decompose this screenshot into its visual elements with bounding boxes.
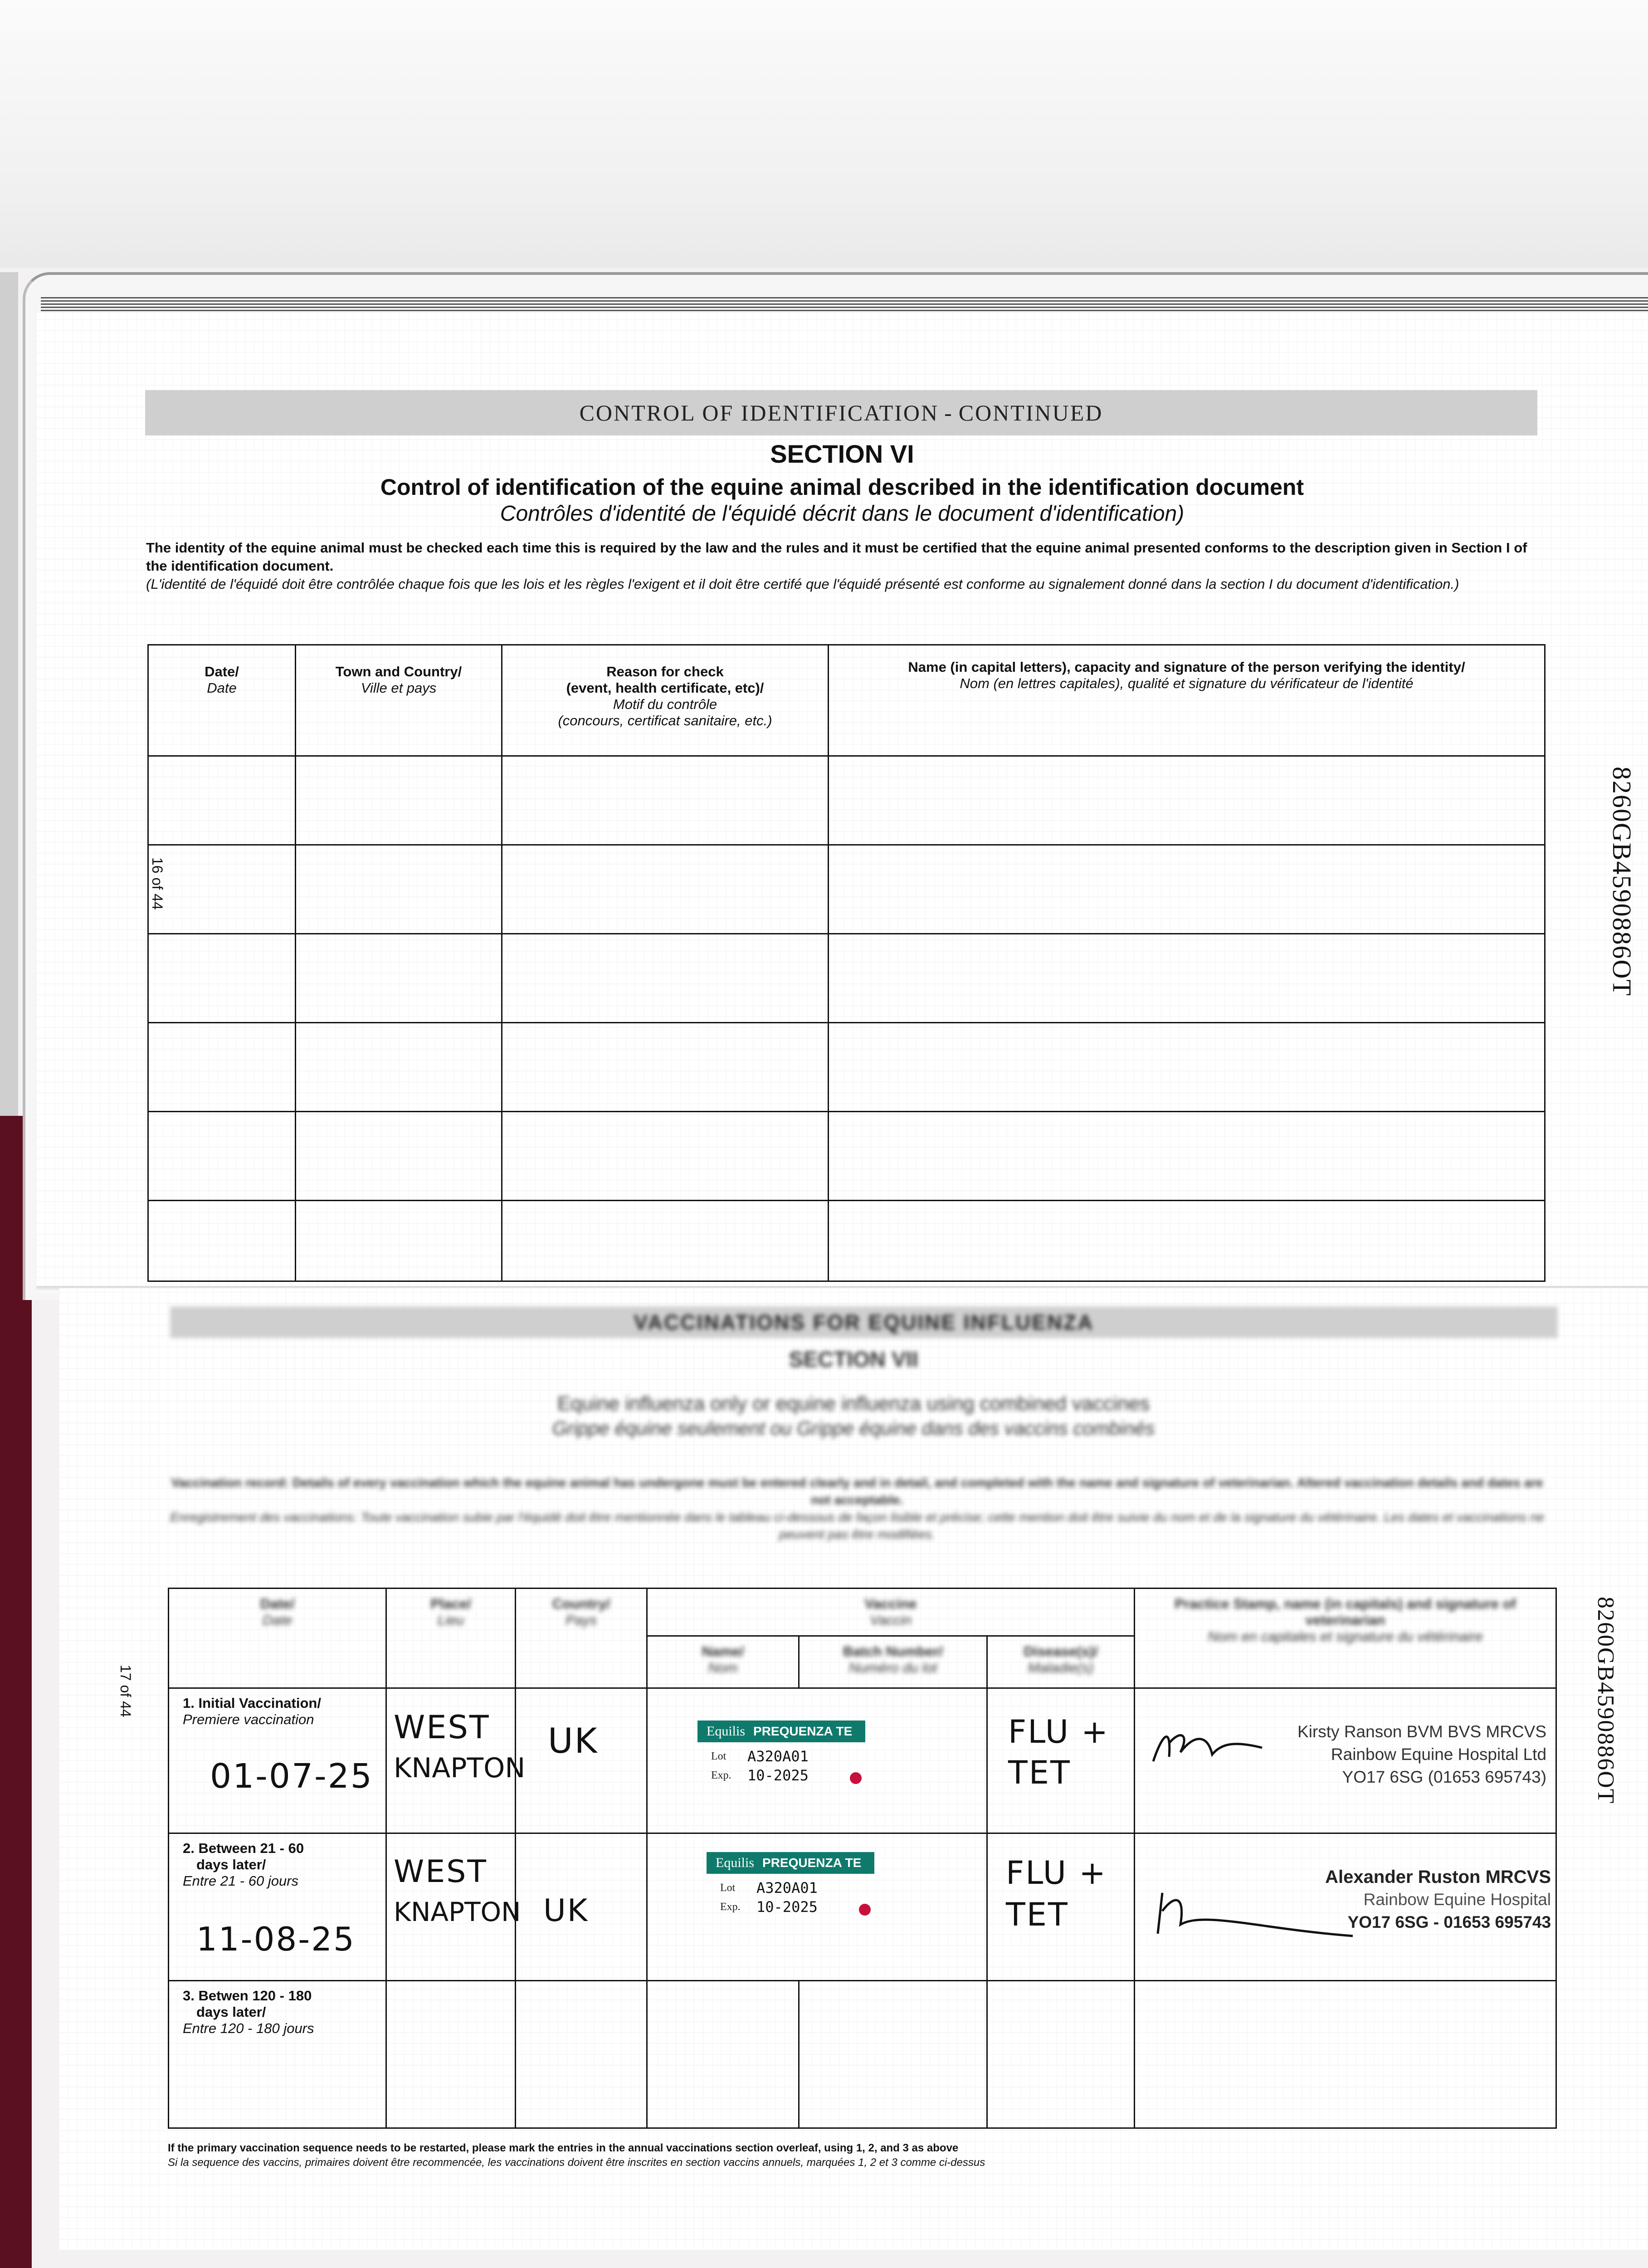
header-verifier: Name (in capital letters), capacity and signature of the person verifying the identity/ Nom (en lettres capitales), qualité et signature du vérificateur de l'identité — [829, 645, 1545, 756]
header-stamp: Practice Stamp, name (in capitals) and signature of veterinarian Nom en capitales et signature du vétérinaire — [1135, 1589, 1556, 1688]
table-row[interactable] — [148, 934, 1545, 1023]
banner-separator: - — [944, 400, 953, 425]
table-row[interactable] — [169, 1981, 1556, 2128]
cell-town[interactable] — [296, 1023, 502, 1112]
cell-stamp[interactable] — [1135, 1688, 1556, 1833]
handwritten-country: UK — [548, 1721, 599, 1761]
section-title-fr: Contrôles d'identité de l'équidé décrit dans le document d'identification) — [500, 502, 1185, 526]
row-label: 1. Initial Vaccination/ Premiere vaccination — [183, 1695, 321, 1727]
sticker-red-dot — [850, 1772, 862, 1784]
passport-id: 8260GB4590886OT — [1593, 1597, 1619, 1804]
cell-vaccine-sticker[interactable] — [647, 1688, 987, 1833]
handwritten-disease: FLU + TET — [1008, 1713, 1109, 1791]
cell-place[interactable] — [386, 1833, 521, 1981]
table-row[interactable] — [148, 1023, 1545, 1112]
cell-country[interactable] — [516, 1833, 647, 1981]
page-16 — [36, 313, 1648, 1288]
cell-town[interactable] — [296, 1201, 502, 1281]
header-vaccine: Vaccine Vaccin — [647, 1589, 1135, 1636]
header-vaccine-name: Name/ Nom — [647, 1636, 799, 1688]
header-date: Date/ Date — [169, 1589, 386, 1688]
cell-verifier[interactable] — [829, 934, 1545, 1023]
table-row[interactable] — [148, 1112, 1545, 1201]
sticker-brand: Equilis — [707, 1724, 746, 1739]
page-17 — [59, 1288, 1648, 2250]
page-edges — [41, 297, 1648, 315]
cell-vaccine-name[interactable] — [647, 1981, 799, 2128]
cell-disease[interactable] — [987, 1981, 1135, 2128]
cell-town[interactable] — [296, 845, 502, 934]
passport-id: 8260GB4590886OT — [1607, 767, 1637, 997]
practice-stamp: Kirsty Ranson BVM BVS MRCVS Rainbow Equine Hospital Ltd YO17 6SG (01653 695743) — [1297, 1722, 1547, 1786]
section-title-en: Equine influenza only or equine influenza using combined vaccines — [557, 1393, 1150, 1415]
intro-fr: Enregistrement des vaccinations: Toute vaccination subie par l'équidé doit être mentionnée dans le tableau ci-dessous de façon lisible et précise; cette mention doit être suivie du nom et de la signature du vétérinaire. Les dates et vaccinations ne peuvent pas être modifiées. — [170, 1510, 1545, 1541]
section-banner — [145, 390, 1537, 435]
vaccination-table — [168, 1588, 1557, 2129]
cell-verifier[interactable] — [829, 756, 1545, 845]
section-title-fr: Grippe équine seulement ou Grippe équine dans des vaccins combinés — [552, 1418, 1155, 1439]
cell-batch[interactable] — [799, 1981, 987, 2128]
cell-date[interactable] — [148, 756, 296, 845]
footnote-en: If the primary vaccination sequence needs to be restarted, please mark the entries in the annual vaccinations section overleaf, using 1, 2, and 3 as above — [168, 2142, 959, 2154]
cell-reason[interactable] — [502, 756, 829, 845]
row-label: 2. Between 21 - 60 days later/ Entre 21 - 60 jours — [183, 1840, 304, 1889]
sticker-product: PREQUENZA TE — [762, 1856, 862, 1870]
cell-verifier[interactable] — [829, 845, 1545, 934]
vaccine-sticker — [707, 1852, 874, 1920]
handwritten-disease: FLU + TET — [1006, 1854, 1107, 1933]
footnote-fr: Si la sequence des vaccins, primaires doivent être recommencée, les vaccinations doivent être inscrites en section vaccins annuels, marquées 1, 2 et 3 comme ci-dessus — [168, 2156, 985, 2169]
practice-stamp: Alexander Ruston MRCVS Rainbow Equine Hospital YO17 6SG - 01653 695743 — [1325, 1867, 1551, 1931]
lot-label: Lot — [720, 1882, 736, 1894]
cell-reason[interactable] — [502, 1023, 829, 1112]
cell-date[interactable] — [169, 1688, 386, 1833]
vaccination-banner: VACCINATIONS FOR EQUINE INFLUENZA — [170, 1306, 1558, 1338]
exp-date: 10-2025 — [747, 1767, 809, 1784]
sticker-red-dot — [859, 1904, 871, 1916]
header-country: Country/ Pays — [516, 1589, 647, 1688]
exp-label: Exp. — [711, 1769, 731, 1781]
cell-date[interactable] — [169, 1981, 386, 2128]
cell-date[interactable] — [169, 1833, 386, 1981]
scanner-background — [0, 0, 1648, 281]
cell-verifier[interactable] — [829, 1023, 1545, 1112]
identity-check-table — [147, 644, 1546, 1282]
row-label: 3. Betwen 120 - 180 days later/ Entre 120 - 180 jours — [183, 1988, 314, 2036]
table-row[interactable] — [148, 1201, 1545, 1281]
cell-stamp[interactable] — [1135, 1981, 1556, 2128]
intro-en: The identity of the equine animal must be checked each time this is required by the law and the rules and it must be certified that the equine animal presented conforms to the description given in Section I of the identification document. — [146, 540, 1527, 574]
table-row[interactable] — [148, 756, 1545, 845]
cover-edge — [0, 272, 18, 1116]
footnote — [168, 2141, 1555, 2170]
header-batch: Batch Number/ Numéro du lot — [799, 1636, 987, 1688]
exp-label: Exp. — [720, 1901, 741, 1913]
intro-fr: (L'identité de l'équidé doit être contrôlée chaque fois que les lois et les règles l'exigent et il doit être certifé que l'équidé présenté est conforme au signalement donné dans la section I du document d'identification.) — [146, 576, 1459, 592]
cell-reason[interactable] — [502, 1112, 829, 1201]
cell-town[interactable] — [296, 756, 502, 845]
cell-date[interactable] — [148, 1023, 296, 1112]
cell-country[interactable] — [516, 1688, 647, 1833]
vaccine-sticker — [697, 1721, 865, 1789]
lot-number: A320A01 — [747, 1748, 809, 1765]
header-town: Town and Country/ Ville et pays — [296, 645, 502, 756]
table-header-row — [148, 645, 1545, 756]
cell-reason[interactable] — [502, 1201, 829, 1281]
handwritten-place: WEST KNAPTON — [394, 1854, 521, 1927]
banner-right: CONTINUED — [958, 400, 1103, 425]
header-place: Place/ Lieu — [386, 1589, 516, 1688]
cell-vaccine-sticker[interactable] — [647, 1833, 987, 1981]
intro-text — [168, 1474, 1546, 1543]
handwritten-place: WEST KNAPTON — [394, 1709, 526, 1784]
section-heading: SECTION VI — [770, 440, 914, 468]
intro-text — [146, 539, 1552, 593]
cell-verifier[interactable] — [829, 1112, 1545, 1201]
exp-date: 10-2025 — [756, 1898, 818, 1916]
cell-place[interactable] — [386, 1981, 516, 2128]
handwritten-country: UK — [543, 1893, 589, 1929]
cell-place[interactable] — [386, 1688, 526, 1833]
cell-town[interactable] — [296, 934, 502, 1023]
header-disease: Disease(s)/ Maladie(s) — [987, 1636, 1135, 1688]
cell-date[interactable] — [148, 934, 296, 1023]
cell-date[interactable] — [148, 1112, 296, 1201]
cell-town[interactable] — [296, 1112, 502, 1201]
section-title-en: Control of identification of the equine animal described in the identification document — [380, 474, 1304, 500]
cell-verifier[interactable] — [829, 1201, 1545, 1281]
cell-stamp[interactable] — [1135, 1833, 1556, 1981]
vet-signature — [1144, 1716, 1280, 1775]
sticker-product: PREQUENZA TE — [753, 1724, 853, 1738]
header-date: Date/ Date — [148, 645, 296, 756]
header-reason: Reason for check (event, health certificate, etc)/ Motif du contrôle (concours, certificat sanitaire, etc.) — [502, 645, 829, 756]
handwritten-date: 11-08-25 — [196, 1920, 356, 1958]
handwritten-date: 01-07-25 — [210, 1757, 373, 1796]
cell-country[interactable] — [516, 1981, 647, 2128]
cell-reason[interactable] — [502, 845, 829, 934]
lot-label: Lot — [711, 1750, 726, 1762]
lot-number: A320A01 — [756, 1879, 818, 1897]
cell-reason[interactable] — [502, 934, 829, 1023]
table-row[interactable] — [169, 1688, 1556, 1833]
table-row[interactable] — [148, 845, 1545, 934]
sticker-brand: Equilis — [716, 1855, 755, 1870]
page-number: 16 of 44 — [149, 857, 166, 910]
cell-date[interactable] — [148, 1201, 296, 1281]
banner-left: CONTROL OF IDENTIFICATION — [579, 400, 939, 425]
page-number: 17 of 44 — [117, 1665, 134, 1717]
cell-disease[interactable] — [987, 1833, 1135, 1981]
cell-disease[interactable] — [987, 1688, 1135, 1833]
intro-en: Vaccination record: Details of every vaccination which the equine animal has undergone must be entered clearly and in detail, and completed with the name and signature of veterinarian. Altered vaccination details and dates are not acceptable. — [171, 1476, 1543, 1507]
cell-date[interactable] — [148, 845, 296, 934]
section-heading: SECTION VII — [789, 1348, 918, 1372]
table-row[interactable] — [169, 1833, 1556, 1981]
